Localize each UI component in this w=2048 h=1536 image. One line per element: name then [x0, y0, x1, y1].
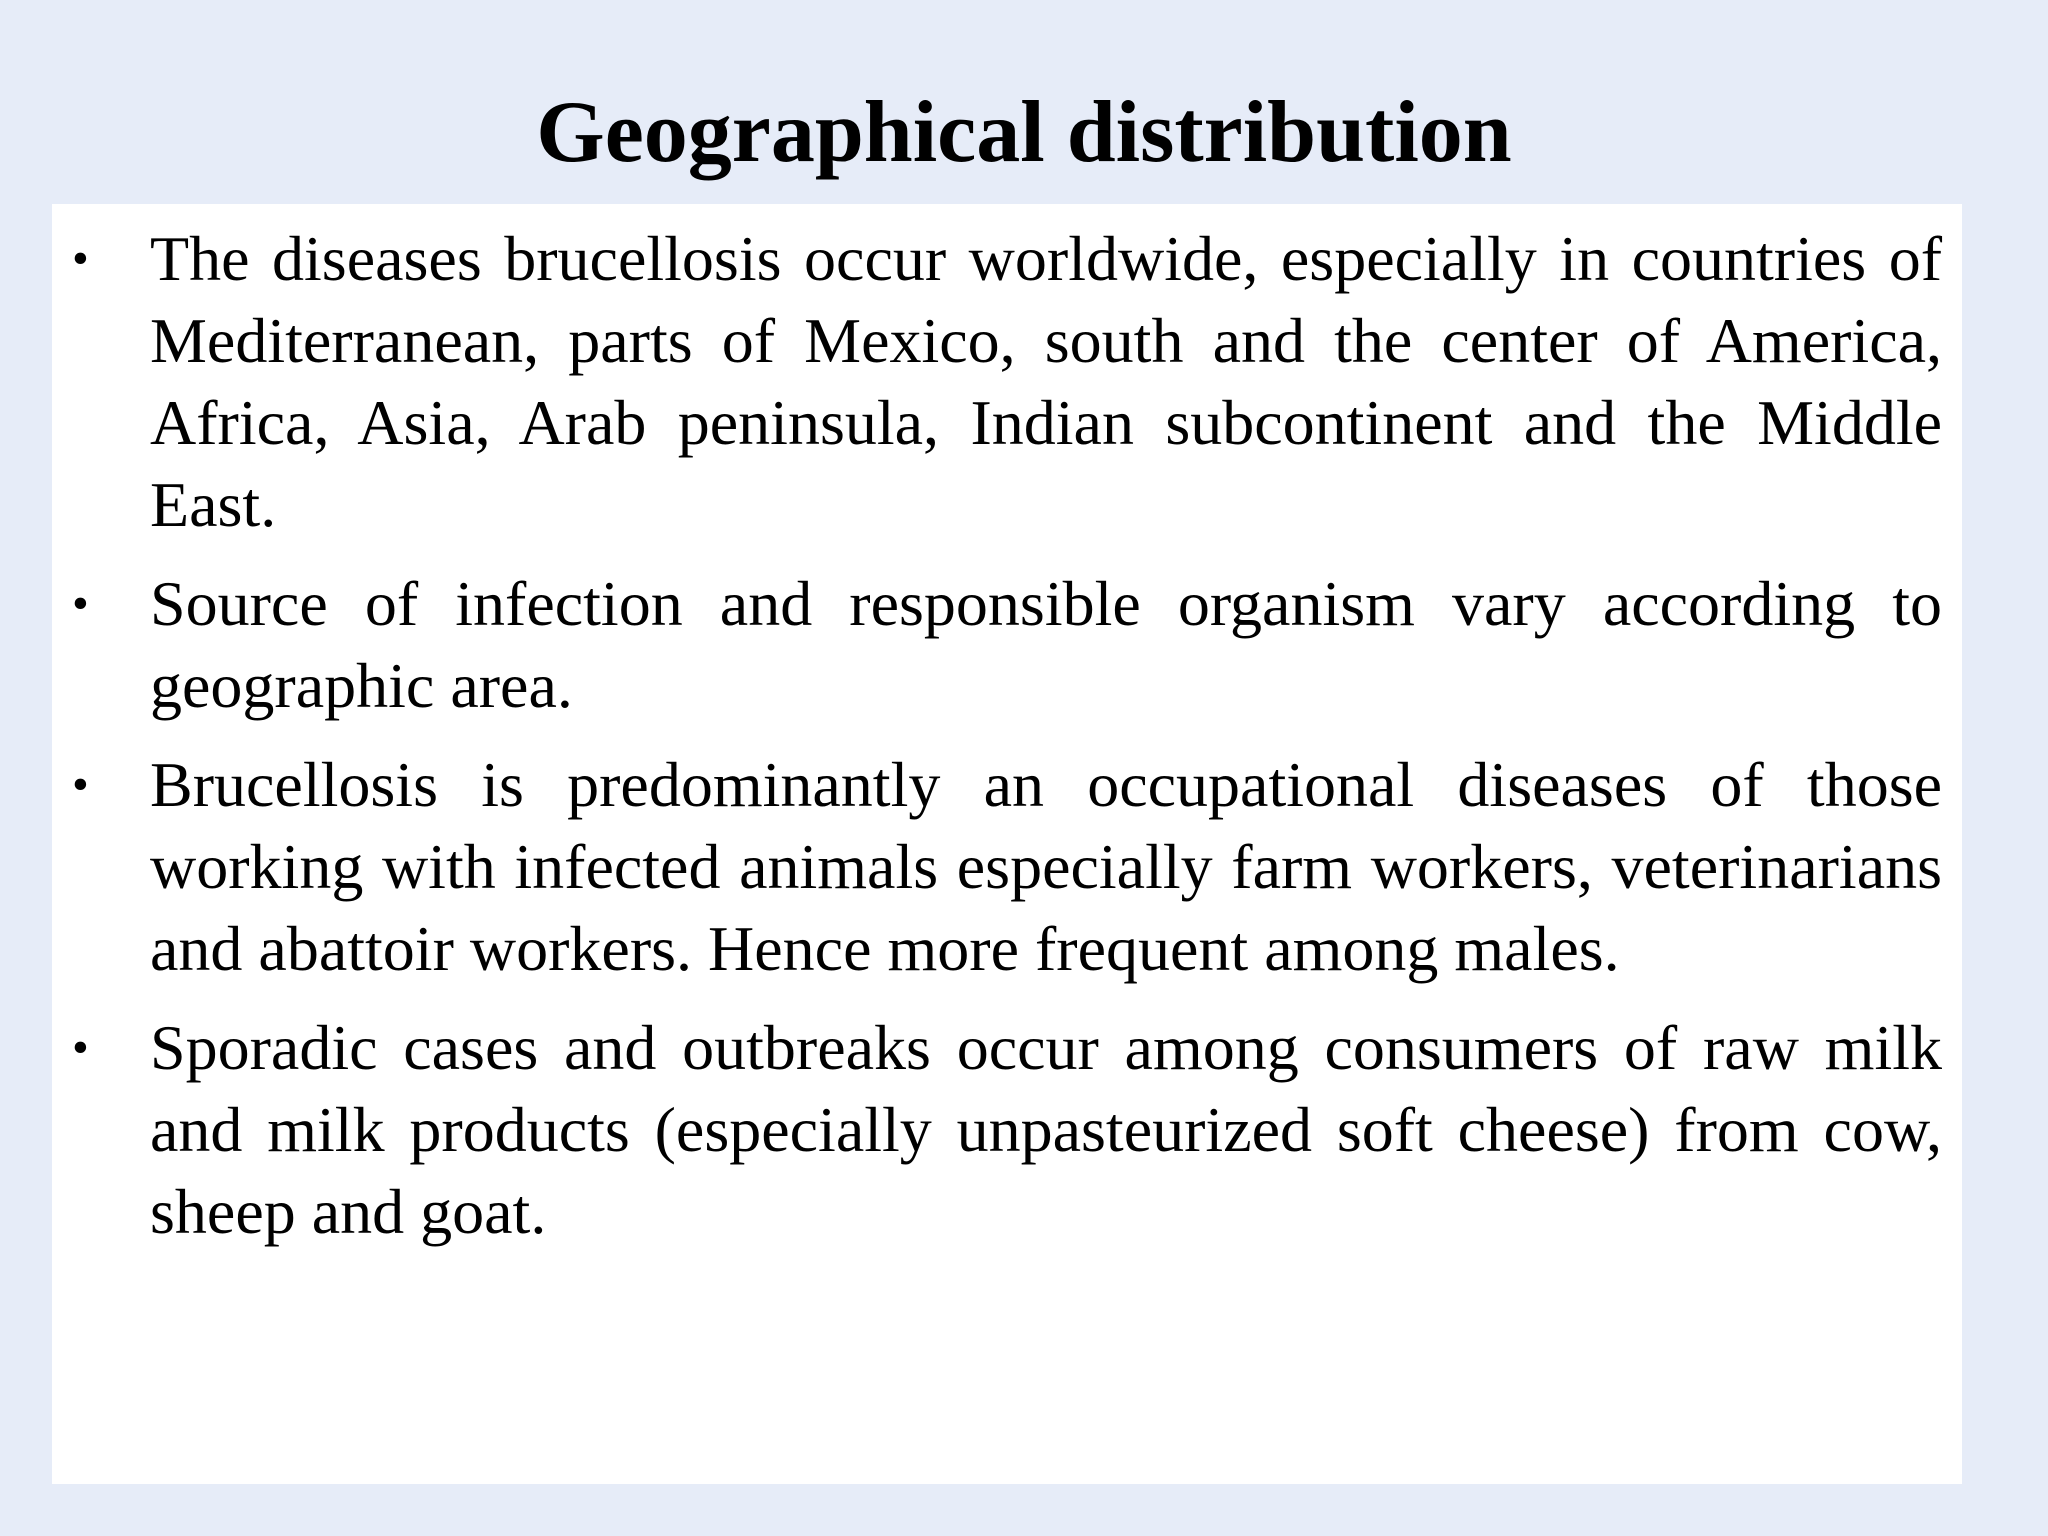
bullet-item	[52, 744, 1962, 990]
bullet-text: Brucellosis is predominantly an occupational diseases of those working with infected animals especially farm workers, veterinarians and abattoir workers. Hence more frequent among males.	[150, 749, 1942, 984]
bullet-item	[52, 563, 1962, 727]
bullet-text: Source of infection and responsible organism vary according to geographic area.	[150, 568, 1942, 721]
bullet-dot-icon: •	[72, 232, 89, 285]
bullet-item	[52, 1007, 1962, 1253]
content-box	[52, 204, 1962, 1484]
bullet-text: The diseases brucellosis occur worldwide, especially in countries of Mediterranean, parts of Mexico, south and the center of America, Africa, Asia, Arab peninsula, Indian subcontinent and the Middle East.	[150, 223, 1942, 540]
bullet-list	[52, 218, 1962, 1270]
bullet-text: Sporadic cases and outbreaks occur among consumers of raw milk and milk products (especially unpasteurized soft cheese) from cow, sheep and goat.	[150, 1012, 1942, 1247]
bullet-dot-icon: •	[72, 577, 89, 630]
bullet-dot-icon: •	[72, 758, 89, 811]
bullet-item	[52, 218, 1962, 546]
bullet-dot-icon: •	[72, 1021, 89, 1074]
slide-title: Geographical distribution	[536, 84, 1512, 181]
